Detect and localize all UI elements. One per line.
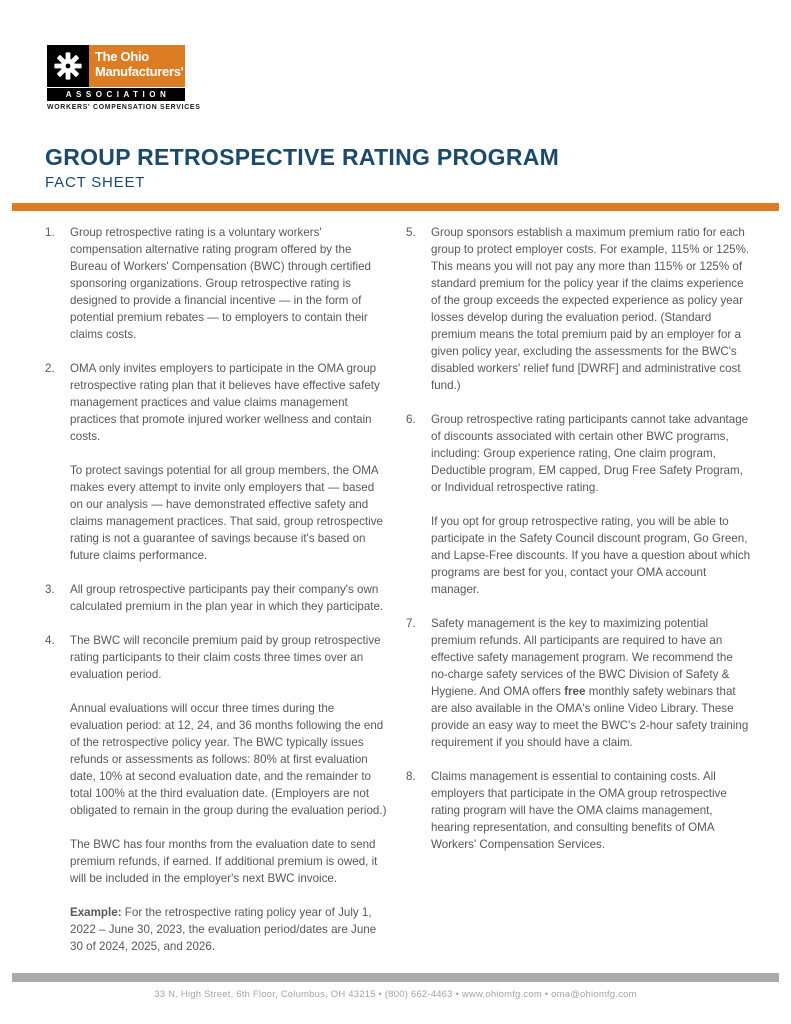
- item-number: 2.: [45, 362, 55, 375]
- logo-tagline: WORKERS' COMPENSATION SERVICES: [47, 104, 201, 111]
- list-item: [406, 768, 751, 853]
- item-content: [431, 768, 751, 853]
- text-segment: Group retrospective rating participants cannot take advantage of discounts associated with certain other BWC programs, including: Group experience rating, One claim program, Deductible program, EM capped, Drug Free Safety Program, or Individual retrospective rating.: [431, 413, 749, 494]
- paragraph: [431, 513, 751, 598]
- text-segment: OMA only invites employers to participate in the OMA group retrospective rating plan that it believes have effective safety management practices and value claims management practices that promote injured worker wellness and contain costs.: [70, 362, 380, 443]
- logo-top-row: [47, 45, 185, 87]
- oma-logo: [47, 45, 201, 111]
- item-content: [70, 224, 390, 343]
- orange-divider-rule: [12, 203, 779, 211]
- item-content: [431, 411, 751, 598]
- bold-text-segment: free: [564, 685, 586, 698]
- paragraph: [70, 904, 390, 955]
- paragraph: [70, 836, 390, 887]
- item-content: [70, 581, 390, 615]
- text-segment: To protect savings potential for all group members, the OMA makes every attempt to invite only employers that — based on our analysis — have demonstrated effective safety and claims management practices. That said, group retrospective rating is not a guarantee of savings because it's based on future claims performance.: [70, 464, 383, 562]
- bold-text-segment: Example:: [70, 906, 122, 919]
- list-item: [45, 224, 390, 343]
- list-item: [406, 411, 751, 598]
- item-number: 7.: [406, 617, 416, 630]
- item-number: 8.: [406, 770, 416, 783]
- item-number: 5.: [406, 226, 416, 239]
- footer-contact-line: 33 N. High Street, 6th Floor, Columbus, OH 43215 • (800) 662-4463 • www.ohiomfg.com • oma@ohiomfg.com: [154, 989, 637, 1000]
- paragraph: [70, 632, 390, 683]
- text-segment: Annual evaluations will occur three times during the evaluation period: at 12, 24, and 36 months following the end of the retrospective policy year. The BWC typically issues refunds or assessments as follows: 80% at first evaluation date, 10% at second evaluation date, and the remainder to total 100% at the third evaluation date. (Employers are not obligated to remain in the group during the evaluation period.): [70, 702, 387, 817]
- text-segment: If you opt for group retrospective rating, you will be able to participate in the Safety Council discount program, Go Green, and Lapse-Free discounts. If you have a question about which programs are best for you, contact your OMA account manager.: [431, 515, 751, 596]
- page-title: GROUP RETROSPECTIVE RATING PROGRAM: [45, 144, 560, 170]
- logo-brand-line1: The Ohio: [95, 49, 149, 64]
- paragraph: [431, 768, 751, 853]
- item-content: [431, 224, 751, 394]
- paragraph: [70, 224, 390, 343]
- left-column: [45, 224, 390, 972]
- list-item: [406, 615, 751, 751]
- text-segment: monthly safety webinars that are also available in the OMA's online Video Library. These provide an easy way to meet the BWC's 2-hour safety training requirement if you should have a claim.: [431, 685, 749, 749]
- paragraph: [431, 615, 751, 751]
- item-content: [70, 632, 390, 955]
- item-number: 1.: [45, 226, 55, 239]
- paragraph: [431, 224, 751, 394]
- logo-brand-line2: Manufacturers': [95, 63, 184, 79]
- list-item: [406, 224, 751, 394]
- paragraph: [431, 411, 751, 496]
- item-number: 4.: [45, 634, 55, 647]
- text-segment: For the retrospective rating policy year of July 1, 2022 – June 30, 2023, the evaluation period/dates are June 30 of 2024, 2025, and 2026.: [70, 906, 377, 953]
- footer-gray-rule: [12, 973, 779, 982]
- paragraph: [70, 360, 390, 445]
- text-segment: Safety management is the key to maximizing potential premium refunds. All participants are required to have an effective safety management program. We recommend the no-charge safety services of the BWC Division of Safety & Hygiene. And OMA offers: [431, 617, 733, 698]
- logo-association-bar: ASSOCIATION: [47, 88, 185, 101]
- list-item: [45, 632, 390, 955]
- gear-logo-icon: [47, 45, 89, 87]
- paragraph: [70, 700, 390, 819]
- item-number: 6.: [406, 413, 416, 426]
- item-content: [70, 360, 390, 564]
- logo-brand-text: [89, 45, 185, 87]
- body-columns: [45, 224, 751, 972]
- text-segment: Group retrospective rating is a voluntary workers' compensation alternative rating program offered by the Bureau of Workers' Compensation (BWC) through certified sponsoring organizations. Group retrospective rating is designed to provide a financial incentive — in the form of potential premium rebates — to employers to contain their claims costs.: [70, 226, 371, 341]
- list-item: [45, 581, 390, 615]
- paragraph: [70, 581, 390, 615]
- item-number: 3.: [45, 583, 55, 596]
- paragraph: [70, 462, 390, 564]
- page-subtitle: FACT SHEET: [45, 174, 146, 191]
- text-segment: The BWC has four months from the evaluation date to send premium refunds, if earned. If additional premium is owed, it will be included in the employer's next BWC invoice.: [70, 838, 378, 885]
- right-column: [406, 224, 751, 972]
- text-segment: Claims management is essential to containing costs. All employers that participate in the OMA group retrospective rating program will have the OMA claims management, hearing representation, and consulting benefits of OMA Workers' Compensation Services.: [431, 770, 727, 851]
- text-segment: The BWC will reconcile premium paid by group retrospective rating participants to their claim costs three times over an evaluation period.: [70, 634, 381, 681]
- text-segment: Group sponsors establish a maximum premium ratio for each group to protect employer costs. For example, 115% or 125%. This means you will not pay any more than 115% or 125% of standard premium for the policy year if the claims experience of the group exceeds the expected experience as policy year losses develop during the evaluation period. (Standard premium means the total premium paid by an employer for a given policy year, excluding the assessments for the BWC's disabled workers' relief fund [DWRF] and administrative cost fund.): [431, 226, 750, 392]
- list-item: [45, 360, 390, 564]
- text-segment: All group retrospective participants pay their company's own calculated premium in the plan year in which they participate.: [70, 583, 384, 613]
- item-content: [431, 615, 751, 751]
